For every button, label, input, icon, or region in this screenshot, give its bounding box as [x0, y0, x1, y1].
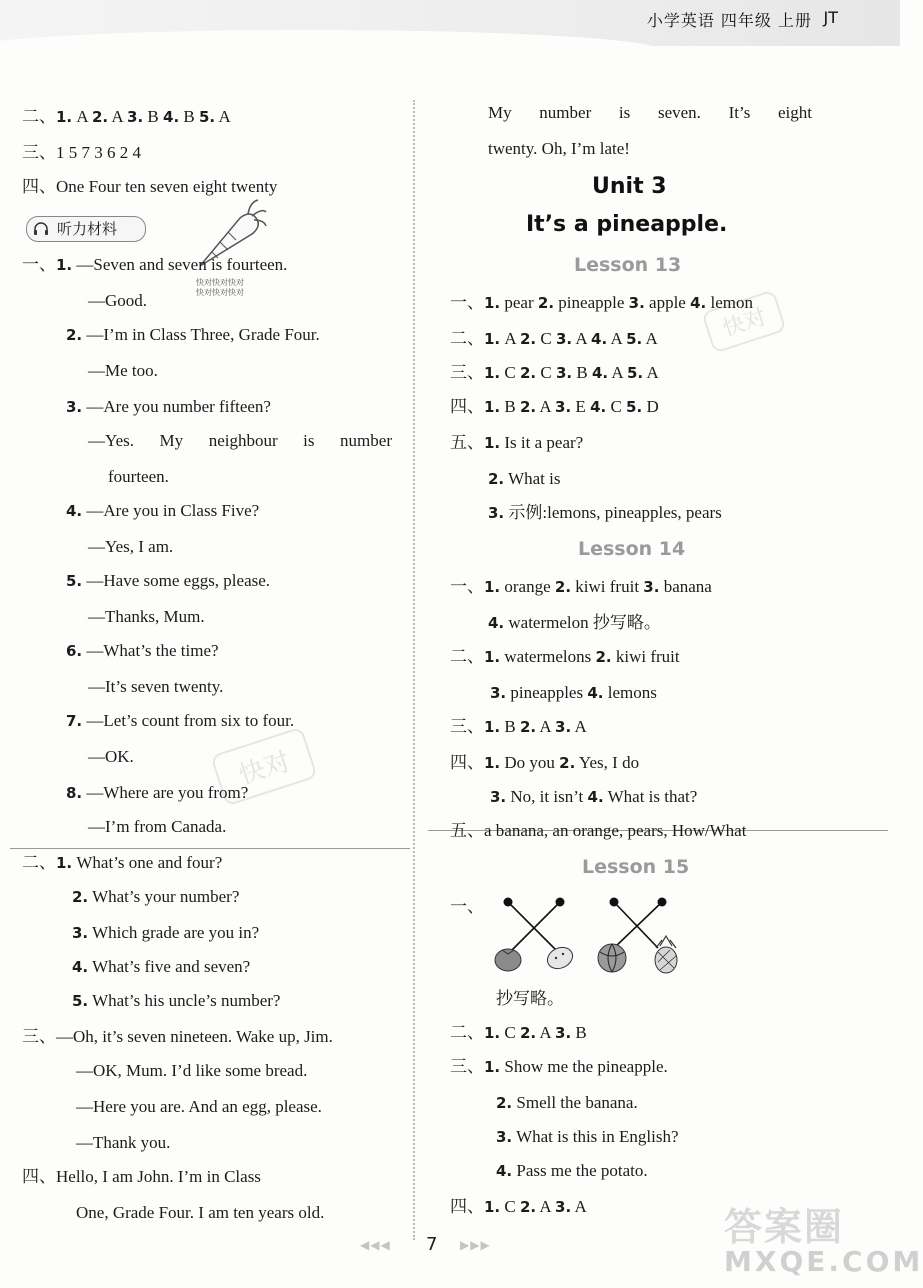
item-number: 2.	[559, 754, 576, 772]
answer-text: A	[500, 329, 520, 348]
item-number: 1.	[484, 578, 501, 596]
header-edition: JT	[823, 8, 838, 27]
question-number: 三、	[450, 717, 484, 736]
question-number: 四、	[22, 1167, 56, 1186]
item-number: 3.	[555, 1198, 572, 1216]
question-number: 二、	[450, 329, 484, 348]
item-number: 4.	[587, 684, 604, 702]
answer-text: Smell the banana.	[512, 1093, 638, 1112]
item-number: 2.	[488, 470, 505, 488]
question-number: 一、	[450, 293, 484, 312]
answer-text: What is that?	[603, 787, 698, 806]
answer-text: —Thanks, Mum.	[88, 607, 205, 626]
answer-text: C	[536, 363, 556, 382]
answer-line	[450, 1056, 668, 1078]
answer-text: 1 5 7 3 6 2 4	[56, 143, 141, 162]
answer-text: —Me too.	[88, 361, 158, 380]
question-number: 一、	[450, 897, 484, 916]
answer-line	[88, 746, 134, 768]
item-number: 4.	[496, 1162, 513, 1180]
answer-line	[76, 1132, 170, 1154]
answer-text: —Thank you.	[76, 1133, 171, 1152]
answer-line	[496, 1160, 648, 1182]
answer-line	[88, 606, 205, 628]
item-number: 2.	[519, 1024, 537, 1042]
question-number: 四、	[450, 397, 484, 416]
answer-text: —Here you are. And an egg, please.	[76, 1097, 322, 1116]
answer-text: C	[500, 1197, 520, 1216]
question-number: 二、	[450, 1023, 484, 1042]
question-number: 三、	[450, 1057, 484, 1076]
intro-line: My number is seven. It’s eight	[488, 103, 812, 122]
answer-text: —Yes. My neighbour is number	[88, 431, 392, 450]
answer-text: C	[500, 1023, 520, 1042]
potato-icon	[544, 943, 576, 972]
answer-line	[450, 820, 746, 842]
item-number: 4.	[488, 614, 505, 632]
answer-line	[76, 1096, 322, 1118]
answer-text: Show me the pineapple.	[500, 1057, 668, 1076]
answer-text: One, Grade Four. I am ten years old.	[76, 1203, 325, 1222]
column-divider	[413, 100, 415, 1240]
answer-line	[22, 176, 277, 198]
header-curve	[0, 30, 660, 70]
answer-text: D	[642, 397, 659, 416]
answer-text: —Have some eggs, please.	[82, 571, 271, 590]
answer-text: —I’m from Canada.	[88, 817, 227, 836]
item-number: 3.	[555, 718, 572, 736]
item-number: 2.	[496, 1094, 513, 1112]
answer-line	[76, 1060, 307, 1082]
answer-line	[72, 886, 239, 908]
answer-line	[72, 956, 250, 978]
item-number: 5.	[199, 108, 216, 126]
pineapple-icon	[655, 936, 677, 973]
answer-text: —OK, Mum. I’d like some bread.	[76, 1061, 308, 1080]
answer-text: A	[536, 717, 556, 736]
listening-material-label: 听力材料	[57, 220, 118, 238]
item-number: 2.	[519, 1198, 537, 1216]
answer-text: pear	[500, 293, 538, 312]
answer-line	[450, 292, 753, 314]
item-number: 3.	[555, 330, 573, 348]
answer-text: 抄写略。	[496, 989, 564, 1008]
item-number: 4.	[591, 364, 609, 382]
answer-text: 示例:lemons, pineapples, pears	[504, 503, 722, 522]
item-number: 3.	[127, 108, 144, 126]
answer-text: C	[606, 397, 627, 416]
answer-line	[88, 676, 223, 698]
item-number: 3.	[555, 1024, 572, 1042]
item-number: 3.	[555, 398, 572, 416]
page-number: 7	[426, 1234, 438, 1255]
unit-heading: Unit 3	[592, 174, 667, 199]
item-number: 1.	[484, 754, 501, 772]
answer-line	[22, 106, 231, 128]
answer-line	[66, 640, 219, 662]
answer-line	[450, 896, 484, 918]
watermark-text: 快对	[235, 746, 295, 792]
answer-text: —Where are you from?	[82, 783, 249, 802]
item-number: 4.	[66, 502, 83, 520]
answer-line	[450, 646, 680, 668]
question-number: 三、	[22, 143, 56, 162]
item-number: 1.	[56, 854, 73, 872]
answer-text: —Seven and seven is fourteen.	[72, 255, 288, 274]
question-number: 二、	[22, 853, 56, 872]
answer-text: What’s his uncle’s number?	[88, 991, 281, 1010]
answer-line	[496, 988, 564, 1010]
answer-line	[66, 396, 271, 418]
item-number: 1.	[484, 1024, 501, 1042]
answer-text: A	[536, 1197, 556, 1216]
answer-line	[88, 290, 147, 312]
answer-text: What’s your number?	[88, 887, 240, 906]
answer-text: pineapple	[554, 293, 629, 312]
answer-line	[488, 502, 722, 524]
answer-text: What is this in English?	[512, 1127, 679, 1146]
item-number: 4.	[690, 294, 707, 312]
item-number: 4.	[591, 330, 608, 348]
intro-line: twenty. Oh, I’m late!	[488, 139, 630, 158]
item-number: 2.	[66, 326, 83, 344]
item-number: 1.	[484, 718, 501, 736]
item-number: 1.	[484, 330, 501, 348]
item-number: 5.	[66, 572, 83, 590]
item-number: 1.	[484, 434, 501, 452]
tomato-icon	[495, 949, 521, 971]
watermark-text: 快对	[719, 304, 770, 343]
answer-text: —Oh, it’s seven nineteen. Wake up, Jim.	[56, 1027, 333, 1046]
answer-line	[488, 468, 561, 490]
answer-line	[490, 682, 657, 704]
answer-text: B	[500, 397, 520, 416]
header-title: 小学英语 四年级 上册	[646, 11, 812, 30]
answer-line	[450, 752, 639, 774]
answer-line	[488, 612, 661, 634]
answer-text: What’s one and four?	[72, 853, 223, 872]
answer-text: —Good.	[88, 291, 148, 310]
lesson-heading: Lesson 15	[582, 856, 690, 878]
answer-text: C	[500, 363, 520, 382]
answer-line	[66, 570, 270, 592]
answer-text: B	[179, 107, 199, 126]
answer-line	[450, 1196, 587, 1218]
item-number: 1.	[484, 1198, 501, 1216]
answer-line	[66, 782, 248, 804]
answer-line	[496, 1126, 679, 1148]
answer-text: Which grade are you in?	[88, 923, 260, 942]
answer-text: Do you	[500, 753, 560, 772]
listening-material-tag	[26, 216, 146, 242]
answer-text: a banana, an orange, pears, How/What	[484, 821, 747, 840]
unit-title: It’s a pineapple.	[526, 212, 728, 237]
footer-arrows-right: ▶▶▶	[460, 1238, 491, 1252]
item-number: 2.	[519, 330, 537, 348]
answer-text: E	[571, 397, 591, 416]
question-number: 五、	[450, 433, 484, 452]
answer-line	[72, 922, 259, 944]
item-number: 1.	[484, 648, 501, 666]
item-number: 2.	[519, 718, 537, 736]
answer-line	[22, 142, 141, 164]
answer-text: Pass me the potato.	[512, 1161, 648, 1180]
item-number: 5.	[626, 398, 643, 416]
answer-line	[108, 466, 169, 488]
answer-text: lemons	[603, 683, 657, 702]
answer-text: A	[536, 397, 556, 416]
answer-text: A	[607, 329, 627, 348]
answer-text: watermelons	[500, 647, 596, 666]
item-number: 3.	[490, 684, 507, 702]
item-number: 1.	[484, 1058, 501, 1076]
answer-line	[22, 1026, 333, 1048]
answer-line	[22, 852, 222, 874]
answer-text: No, it isn’t	[506, 787, 588, 806]
question-number: 四、	[22, 177, 56, 196]
answer-line	[88, 430, 392, 452]
answer-text: What’s five and seven?	[88, 957, 251, 976]
answer-text: —Are you number fifteen?	[82, 397, 271, 416]
item-number: 3.	[66, 398, 83, 416]
answer-line	[22, 1166, 261, 1188]
site-logo-top: 答案圈	[724, 1205, 845, 1249]
answer-text: A	[72, 107, 92, 126]
answer-line	[72, 990, 280, 1012]
item-number: 7.	[66, 712, 83, 730]
question-number: 三、	[450, 363, 484, 382]
answer-line	[76, 1202, 324, 1224]
section-divider-left	[10, 848, 410, 849]
answer-text: A	[571, 1197, 587, 1216]
item-number: 6.	[66, 642, 83, 660]
answer-line	[496, 1092, 638, 1114]
answer-text: A	[571, 717, 587, 736]
item-number: 2.	[554, 578, 572, 596]
item-number: 3.	[488, 504, 505, 522]
watermelon-icon	[598, 944, 626, 972]
question-number: 五、	[450, 821, 484, 840]
item-number: 1.	[484, 364, 501, 382]
item-number: 4.	[587, 788, 604, 806]
answer-text: A	[108, 107, 128, 126]
item-number: 3.	[628, 294, 645, 312]
answer-line	[450, 362, 659, 384]
answer-text: —Yes, I am.	[88, 537, 174, 556]
answer-text: A	[536, 1023, 556, 1042]
answer-line	[450, 396, 659, 418]
question-number: 二、	[450, 647, 484, 666]
answer-text: B	[571, 1023, 587, 1042]
answer-text: —Let’s count from six to four.	[82, 711, 295, 730]
headphones-icon	[33, 221, 49, 237]
site-logo-bottom: MXQE.COM	[724, 1245, 923, 1278]
answer-text: fourteen.	[108, 467, 169, 486]
answer-text: A	[642, 329, 658, 348]
answer-line	[450, 328, 658, 350]
item-number: 4.	[163, 108, 180, 126]
item-number: 1.	[56, 108, 73, 126]
answer-text: A	[215, 107, 231, 126]
answer-text: —I’m in Class Three, Grade Four.	[82, 325, 320, 344]
item-number: 5.	[72, 992, 89, 1010]
answer-text: B	[500, 717, 520, 736]
answer-text: A	[572, 329, 592, 348]
answer-text: watermelon 抄写略。	[504, 613, 661, 632]
item-number: 5.	[626, 330, 643, 348]
question-number: 三、	[22, 1027, 56, 1046]
lesson-heading: Lesson 13	[574, 254, 682, 276]
answer-line	[490, 786, 697, 808]
answer-text: —Are you in Class Five?	[82, 501, 260, 520]
answer-line	[450, 1022, 587, 1044]
question-number: 一、	[450, 577, 484, 596]
answer-text: What is	[504, 469, 561, 488]
question-number: 四、	[450, 753, 484, 772]
item-number: 3.	[496, 1128, 513, 1146]
answer-text: Hello, I am John. I’m in Class	[56, 1167, 261, 1186]
item-number: 2.	[519, 398, 537, 416]
answer-text: lemon	[706, 293, 753, 312]
answer-line	[22, 254, 287, 276]
answer-line	[450, 716, 587, 738]
question-number: 一、	[22, 255, 56, 274]
item-number: 3.	[490, 788, 507, 806]
answer-text: Yes, I do	[575, 753, 640, 772]
item-number: 2.	[537, 294, 555, 312]
answer-line	[88, 816, 226, 838]
answer-text: —What’s the time?	[82, 641, 219, 660]
answer-line	[66, 710, 294, 732]
footer-arrows-left: ◀◀◀	[360, 1238, 391, 1252]
answer-line	[66, 500, 259, 522]
answer-line	[66, 324, 320, 346]
answer-text: kiwi fruit	[571, 577, 644, 596]
answer-text: —It’s seven twenty.	[88, 677, 224, 696]
answer-text: —OK.	[88, 747, 134, 766]
item-number: 5.	[627, 364, 644, 382]
question-number: 四、	[450, 1197, 484, 1216]
item-number: 2.	[595, 648, 612, 666]
answer-text: C	[536, 329, 556, 348]
item-number: 1.	[484, 398, 501, 416]
item-number: 4.	[72, 958, 89, 976]
answer-text: apple	[644, 293, 691, 312]
item-number: 3.	[72, 924, 89, 942]
item-number: 2.	[72, 888, 89, 906]
matching-diagram	[490, 890, 690, 974]
item-number: 1.	[484, 294, 501, 312]
answer-text: B	[143, 107, 164, 126]
answer-text: banana	[659, 577, 712, 596]
site-logo	[724, 1196, 923, 1278]
item-number: 2.	[519, 364, 537, 382]
item-number: 3.	[643, 578, 660, 596]
answer-text: pineapples	[506, 683, 588, 702]
answer-line	[450, 576, 712, 598]
answer-line	[450, 432, 583, 454]
answer-text: orange	[500, 577, 555, 596]
answer-text: Is it a pear?	[500, 433, 584, 452]
item-number: 8.	[66, 784, 83, 802]
answer-line	[88, 536, 173, 558]
lesson-heading: Lesson 14	[578, 538, 686, 560]
answer-text: A	[643, 363, 659, 382]
question-number: 二、	[22, 107, 56, 126]
item-number: 3.	[555, 364, 573, 382]
answer-line	[88, 360, 158, 382]
item-number: 2.	[91, 108, 109, 126]
item-number: 4.	[590, 398, 607, 416]
answer-text: B	[572, 363, 592, 382]
answer-text: One Four ten seven eight twenty	[56, 177, 278, 196]
item-number: 1.	[56, 256, 73, 274]
answer-text: kiwi fruit	[611, 647, 680, 666]
answer-text: A	[608, 363, 627, 382]
stamp-caption: 快对快对快对 快对快对快对	[196, 278, 244, 297]
